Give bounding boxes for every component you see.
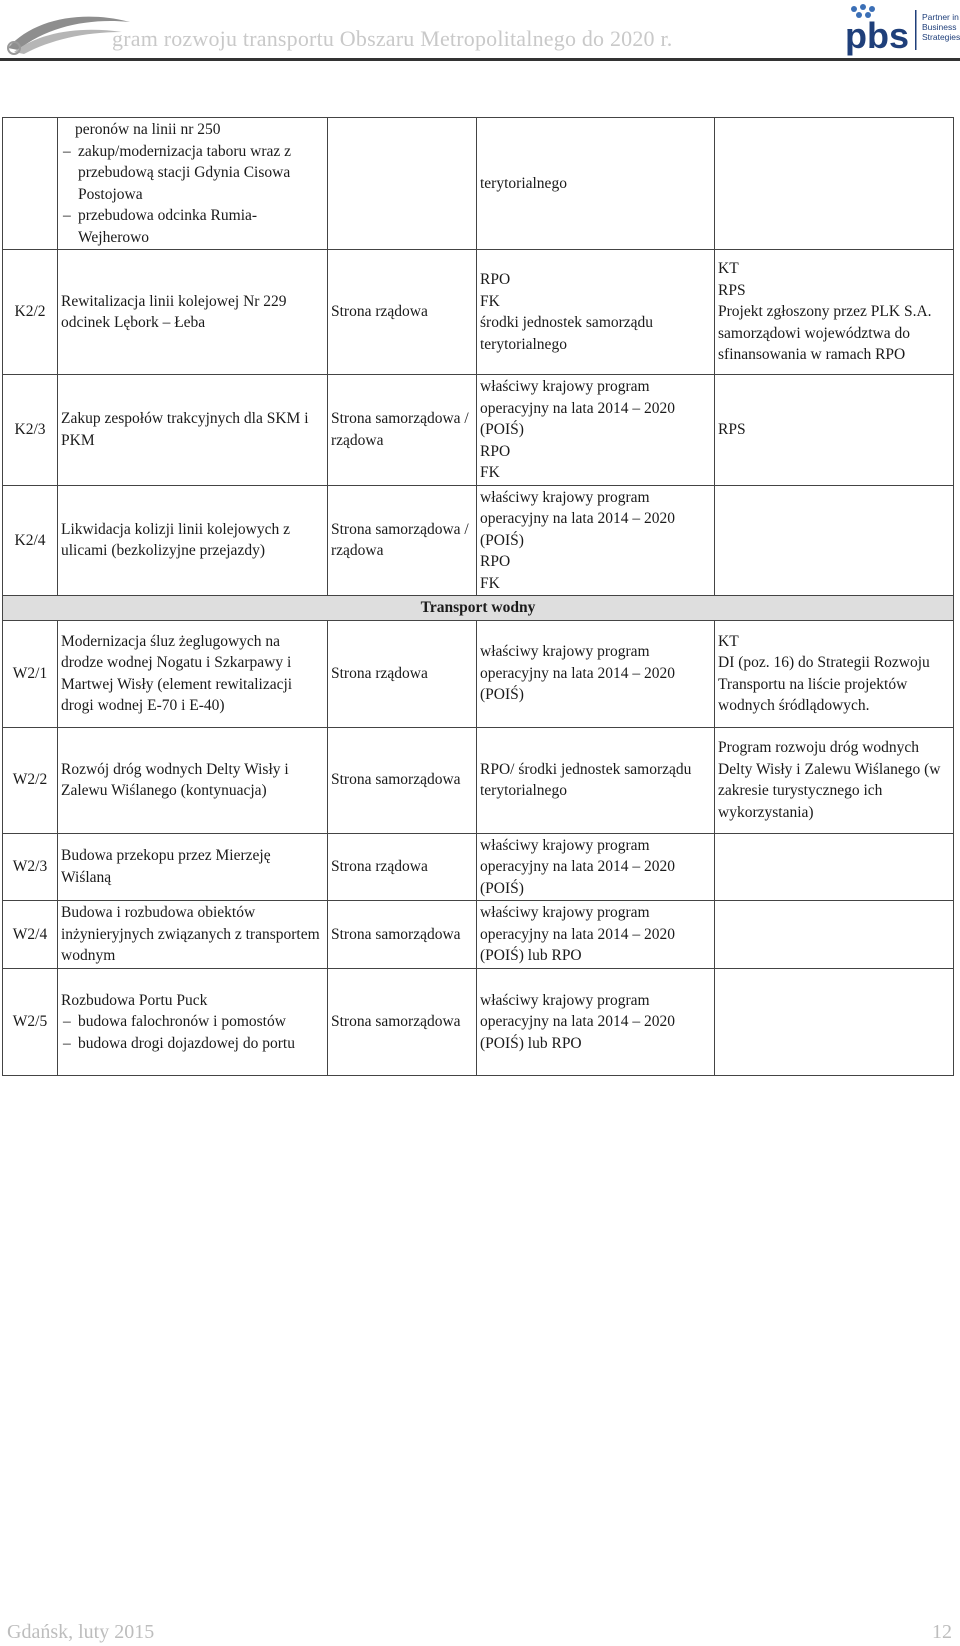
notes-cell [715, 118, 954, 250]
funding-cell: terytorialnego [477, 118, 715, 250]
project-code: W2/3 [3, 833, 58, 901]
project-funding: właściwy krajowy program operacyjny na lata 2014 – 2020 (POIŚ) [477, 620, 715, 727]
table-row [3, 250, 954, 375]
project-funding: właściwy krajowy program operacyjny na lata 2014 – 2020 (POIŚ) lub RPO [477, 901, 715, 969]
notes-cell: KT RPS Projekt zgłoszony przez PLK S.A. samorządowi województwa do sfinansowania w ramach RPO [715, 250, 954, 375]
side-cell [328, 118, 477, 250]
project-funding: właściwy krajowy program operacyjny na lata 2014 – 2020 (POIŚ) lub RPO [477, 969, 715, 1076]
project-name: Budowa przekopu przez Mierzeję Wiślaną [58, 833, 328, 901]
notes-cell: KT DI (poz. 16) do Strategii Rozwoju Transportu na liście projektów wodnych śródlądowych. [715, 620, 954, 727]
table-row [3, 833, 954, 901]
header-rule [0, 58, 960, 61]
project-name: Rozwój dróg wodnych Delty Wisły i Zalewu Wiślanego (kontynuacja) [58, 727, 328, 833]
project-name: Likwidacja kolizji linii kolejowych z ulicami (bezkolizyjne przejazdy) [58, 485, 328, 596]
project-name: Rewitalizacja linii kolejowej Nr 229 odcinek Lębork – Łeba [58, 250, 328, 375]
project-code: W2/4 [3, 901, 58, 969]
notes-cell: RPS [715, 375, 954, 486]
table-row [3, 620, 954, 727]
project-name: Budowa i rozbudowa obiektów inżynieryjnych związanych z transportem wodnym [58, 901, 328, 969]
project-name-cell: Rozbudowa Portu Puck – budowa falochronów i pomostów – budowa drogi dojazdowej do portu [58, 969, 328, 1076]
projects-table [2, 117, 954, 1076]
page-number: 12 [932, 1621, 952, 1643]
table-row [3, 901, 954, 969]
project-funding: właściwy krajowy program operacyjny na lata 2014 – 2020 (POIŚ) [477, 833, 715, 901]
project-side: Strona samorządowa [328, 727, 477, 833]
svg-text:pbs: pbs [845, 15, 910, 56]
table-row [3, 727, 954, 833]
table-row [3, 375, 954, 486]
project-notes: Program rozwoju dróg wodnych Delty Wisły i Zalewu Wiślanego (w zakresie turystycznego ich wykorzystania) [715, 727, 954, 833]
project-side: Strona rządowa [328, 833, 477, 901]
project-code: K2/3 [3, 375, 58, 486]
project-name: Zakup zespołów trakcyjnych dla SKM i PKM [58, 375, 328, 486]
footer-place-date: Gdańsk, luty 2015 [7, 1621, 155, 1643]
code-cell [3, 118, 58, 250]
project-name-cell: peronów na linii nr 250 – zakup/modernizacja taboru wraz z przebudową stacji Gdynia Cisowa Postojowa – przebudowa odcinka Rumia-Wejherowo [58, 118, 328, 250]
section-row [3, 596, 954, 621]
project-side: Strona samorządowa [328, 969, 477, 1076]
project-side: Strona rządowa [328, 620, 477, 727]
section-title: Transport wodny [3, 596, 954, 621]
project-funding: RPO/ środki jednostek samorządu terytorialnego [477, 727, 715, 833]
notes-cell [715, 901, 954, 969]
project-side: Strona samorządowa [328, 901, 477, 969]
table-row [3, 118, 954, 250]
document-title: gram rozwoju transportu Obszaru Metropolitalnego do 2020 r. [112, 26, 673, 51]
project-side: Strona rządowa [328, 250, 477, 375]
project-name: Modernizacja śluz żeglugowych na drodze wodnej Nogatu i Szkarpawy i Martwej Wisły (element rewitalizacji drogi wodnej E-70 i E-40) [58, 620, 328, 727]
project-side: Strona samorządowa / rządowa [328, 375, 477, 486]
project-code: K2/4 [3, 485, 58, 596]
project-code: W2/2 [3, 727, 58, 833]
page-header [0, 0, 960, 62]
project-code: W2/1 [3, 620, 58, 727]
project-side: Strona samorządowa / rządowa [328, 485, 477, 596]
project-code: K2/2 [3, 250, 58, 375]
funding-cell: właściwy krajowy program operacyjny na lata 2014 – 2020 (POIŚ) RPO FK [477, 485, 715, 596]
notes-cell [715, 485, 954, 596]
notes-cell [715, 833, 954, 901]
notes-cell [715, 969, 954, 1076]
funding-cell: właściwy krajowy program operacyjny na lata 2014 – 2020 (POIŚ) RPO FK [477, 375, 715, 486]
pbs-tagline: Partner in Business Strategies [922, 12, 960, 42]
funding-cell: RPO FK środki jednostek samorządu terytorialnego [477, 250, 715, 375]
project-code: W2/5 [3, 969, 58, 1076]
table-row [3, 485, 954, 596]
table-row [3, 969, 954, 1076]
